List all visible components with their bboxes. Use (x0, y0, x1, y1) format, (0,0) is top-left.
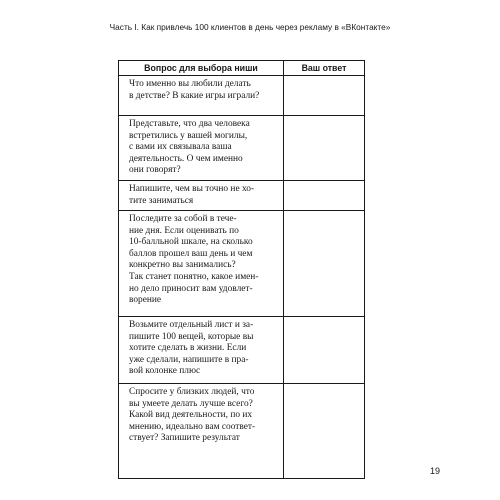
answer-cell[interactable] (284, 76, 365, 116)
question-cell (119, 116, 284, 181)
question-text: Последите за собой в тече- ние дня. Если оценивать по 10-балльной шкале, на сколько баллов прошел ваш день и чем конкретно вы занимались? Так станет понятно, какое имен- но дело приносит вам удовлет- ворение (129, 214, 259, 306)
answer-text (284, 211, 364, 214)
column-header-answer: Ваш ответ (284, 61, 365, 76)
table-row (119, 76, 365, 116)
answer-cell[interactable] (284, 384, 365, 479)
answer-text (284, 76, 364, 79)
question-text: Напишите, чем вы точно не хо- тите заниматься (129, 184, 255, 206)
table-row (119, 181, 365, 211)
question-cell (119, 317, 284, 384)
question-cell (119, 181, 284, 211)
answer-text (284, 317, 364, 320)
answer-cell[interactable] (284, 317, 365, 384)
question-text: Спросите у близких людей, что вы умеете делать лучше всего? Какой вид деятельности, по их мнению, идеально вам соответ- ствует? Запишите результат (129, 387, 256, 444)
column-header-question: Вопрос для выбора ниши (119, 61, 284, 76)
page-number: 19 (430, 466, 441, 476)
table-row (119, 317, 365, 384)
question-cell (119, 211, 284, 317)
table-row (119, 116, 365, 181)
question-text: Возьмите отдельный лист и за- пишите 100 вещей, которые вы хотите сделать в жизни. Если уже сделали, напишите в пра- вой колонке плюс (129, 320, 254, 377)
answer-text (284, 116, 364, 119)
table-row (119, 211, 365, 317)
running-head: Часть I. Как привлечь 100 клиентов в день через рекламу в «ВКонтакте» (109, 22, 391, 32)
answer-text (284, 384, 364, 387)
question-cell (119, 384, 284, 479)
question-text: Представьте, что два человека встретились у вашей могилы, с вами их связывала ваша деятельность. О чем именно они говорят? (129, 119, 250, 176)
table-header-row (119, 61, 365, 76)
answer-text (284, 181, 364, 184)
answer-cell[interactable] (284, 211, 365, 317)
answer-cell[interactable] (284, 116, 365, 181)
table-row (119, 384, 365, 479)
question-cell (119, 76, 284, 116)
answer-cell[interactable] (284, 181, 365, 211)
question-text: Что именно вы любили делать в детстве? В какие игры играли? (129, 79, 260, 101)
niche-question-table (118, 60, 365, 479)
